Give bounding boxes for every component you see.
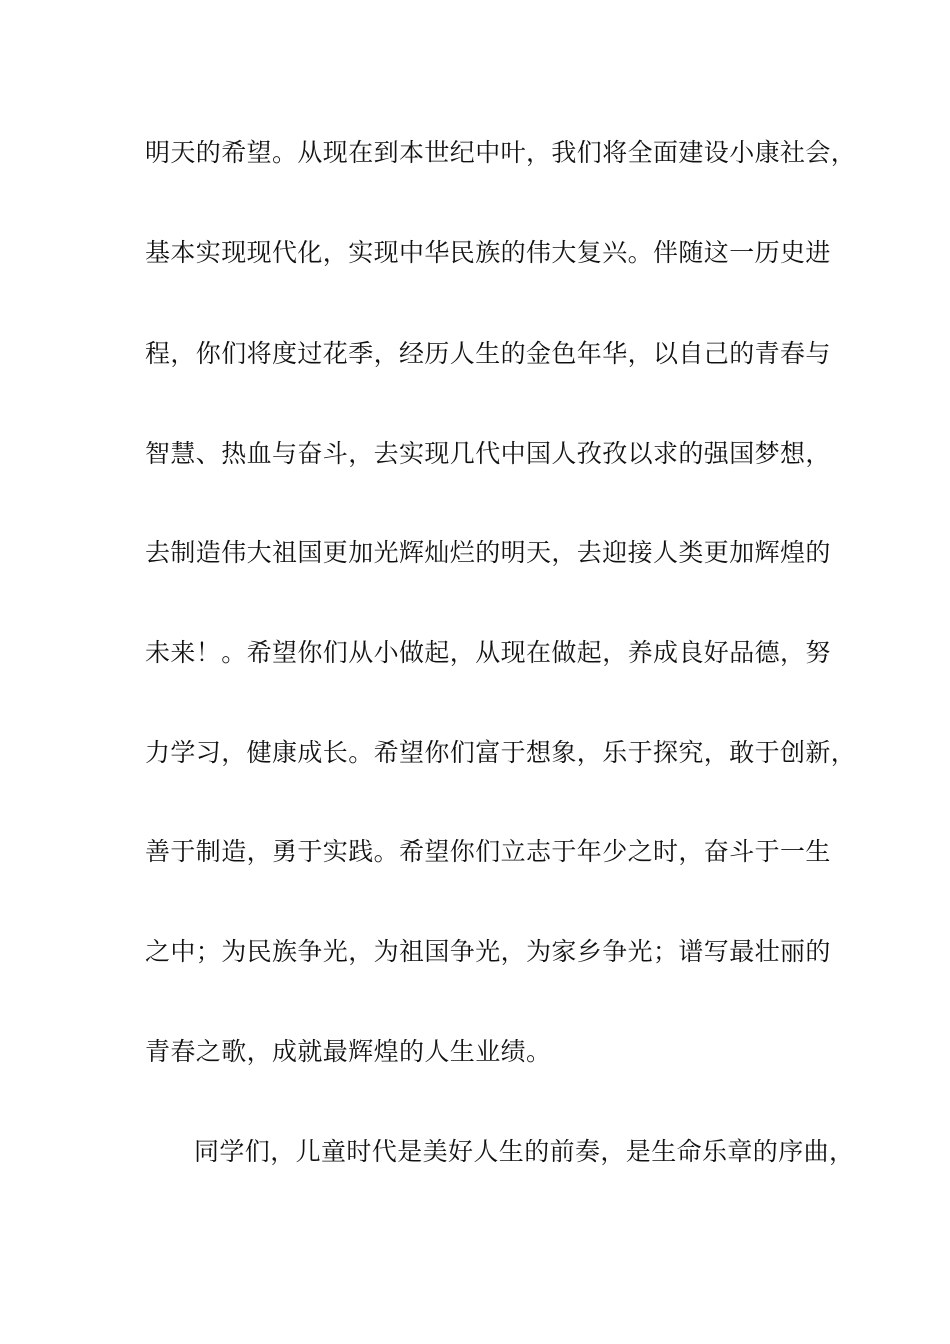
text-line: 善于制造，勇于实践。希望你们立志于年少之时，奋斗于一生 (145, 837, 831, 866)
text-line: 青春之歌，成就最辉煌的人生业绩。 (145, 1037, 552, 1066)
text-line: 之中；为民族争光，为祖国争光，为家乡争光；谱写最壮丽的 (145, 937, 831, 966)
text-line: 力学习，健康成长。希望你们富于想象，乐于探究，敢于创新， (145, 738, 857, 767)
paragraph-start-line: 同学们，儿童时代是美好人生的前奏，是生命乐章的序曲， (194, 1137, 855, 1166)
text-line: 明天的希望。从现在到本世纪中叶，我们将全面建设小康社会， (145, 138, 857, 167)
text-line: 程，你们将度过花季，经历人生的金色年华，以自己的青春与 (145, 339, 831, 368)
text-line: 未来！。希望你们从小做起，从现在做起，养成良好品德，努 (145, 638, 831, 667)
text-line: 去制造伟大祖国更加光辉灿烂的明天，去迎接人类更加辉煌的 (145, 538, 831, 567)
text-line: 基本实现现代化，实现中华民族的伟大复兴。伴随这一历史进 (145, 238, 831, 267)
text-line: 智慧、热血与奋斗，去实现几代中国人孜孜以求的强国梦想， (145, 439, 831, 468)
